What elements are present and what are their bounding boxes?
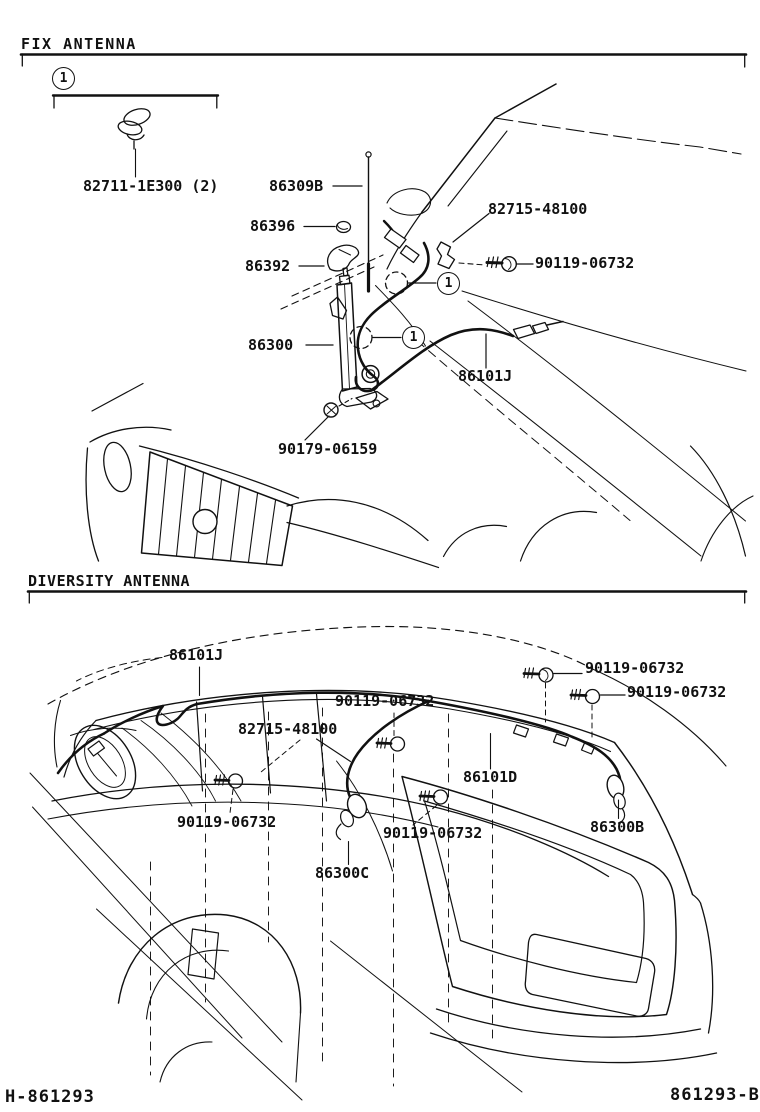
part-label-82715-48100-fix: 82715-48100 [488,200,588,218]
screw-icon-div-5 [215,774,243,813]
callout-1-legend: 1 [52,67,75,90]
screw-icon-fix [487,257,533,272]
part-label-86101j-fix: 86101J [458,367,513,385]
part-label-90119-06732-c: 90119-06732 [335,692,435,710]
part-label-86300c: 86300C [315,864,370,882]
diversity-section-frame [28,591,746,603]
part-label-90119-06732-e: 90119-06732 [383,824,483,842]
drawing-number-right: 861293-B [670,1085,760,1105]
antenna-cable-86101J-fix-art [356,221,563,391]
part-label-86101d: 86101D [463,768,518,786]
part-label-86300b: 86300B [590,818,645,836]
clip-82711-art [117,106,152,177]
nut-90179-art [305,399,352,441]
drawing-number-left: H-861293 [5,1087,95,1107]
callout-1-marker-b: 1 [402,326,425,349]
part-label-86101j-div: 86101J [169,646,224,664]
part-label-82715-48100-div: 82715-48100 [238,720,338,738]
diversity-antenna-heading: DIVERSITY ANTENNA [28,572,191,590]
part-label-90179-06159: 90179-06159 [278,440,378,458]
part-label-82711-1e300: 82711-1E300 (2) [83,177,219,195]
part-label-90119-06732-b: 90119-06732 [627,683,727,701]
bezel-86392-art [299,245,359,271]
part-label-90119-06732-a: 90119-06732 [585,659,685,677]
fix-section-frame [21,54,746,108]
fix-antenna-heading: FIX ANTENNA [21,35,137,53]
part-label-86309b: 86309B [269,177,324,195]
diversity-leader-lines [77,658,619,865]
part-label-86300: 86300 [248,336,294,354]
callout-1-marker-a: 1 [437,272,460,295]
mirror-blob-art [387,189,431,215]
screw-icon-div-3 [377,713,405,751]
screw-icon-div-2 [571,690,625,742]
grommet-86396-art [304,222,351,233]
antenna-cable-diversity-art [58,693,627,840]
part-label-90119-06732-d: 90119-06732 [177,813,277,831]
part-label-86392: 86392 [245,257,291,275]
clamp-82715-fix-art [437,214,489,269]
part-label-90119-06732-fix: 90119-06732 [535,254,635,272]
part-label-86396: 86396 [250,217,296,235]
antenna-rod-86309B [333,152,371,291]
